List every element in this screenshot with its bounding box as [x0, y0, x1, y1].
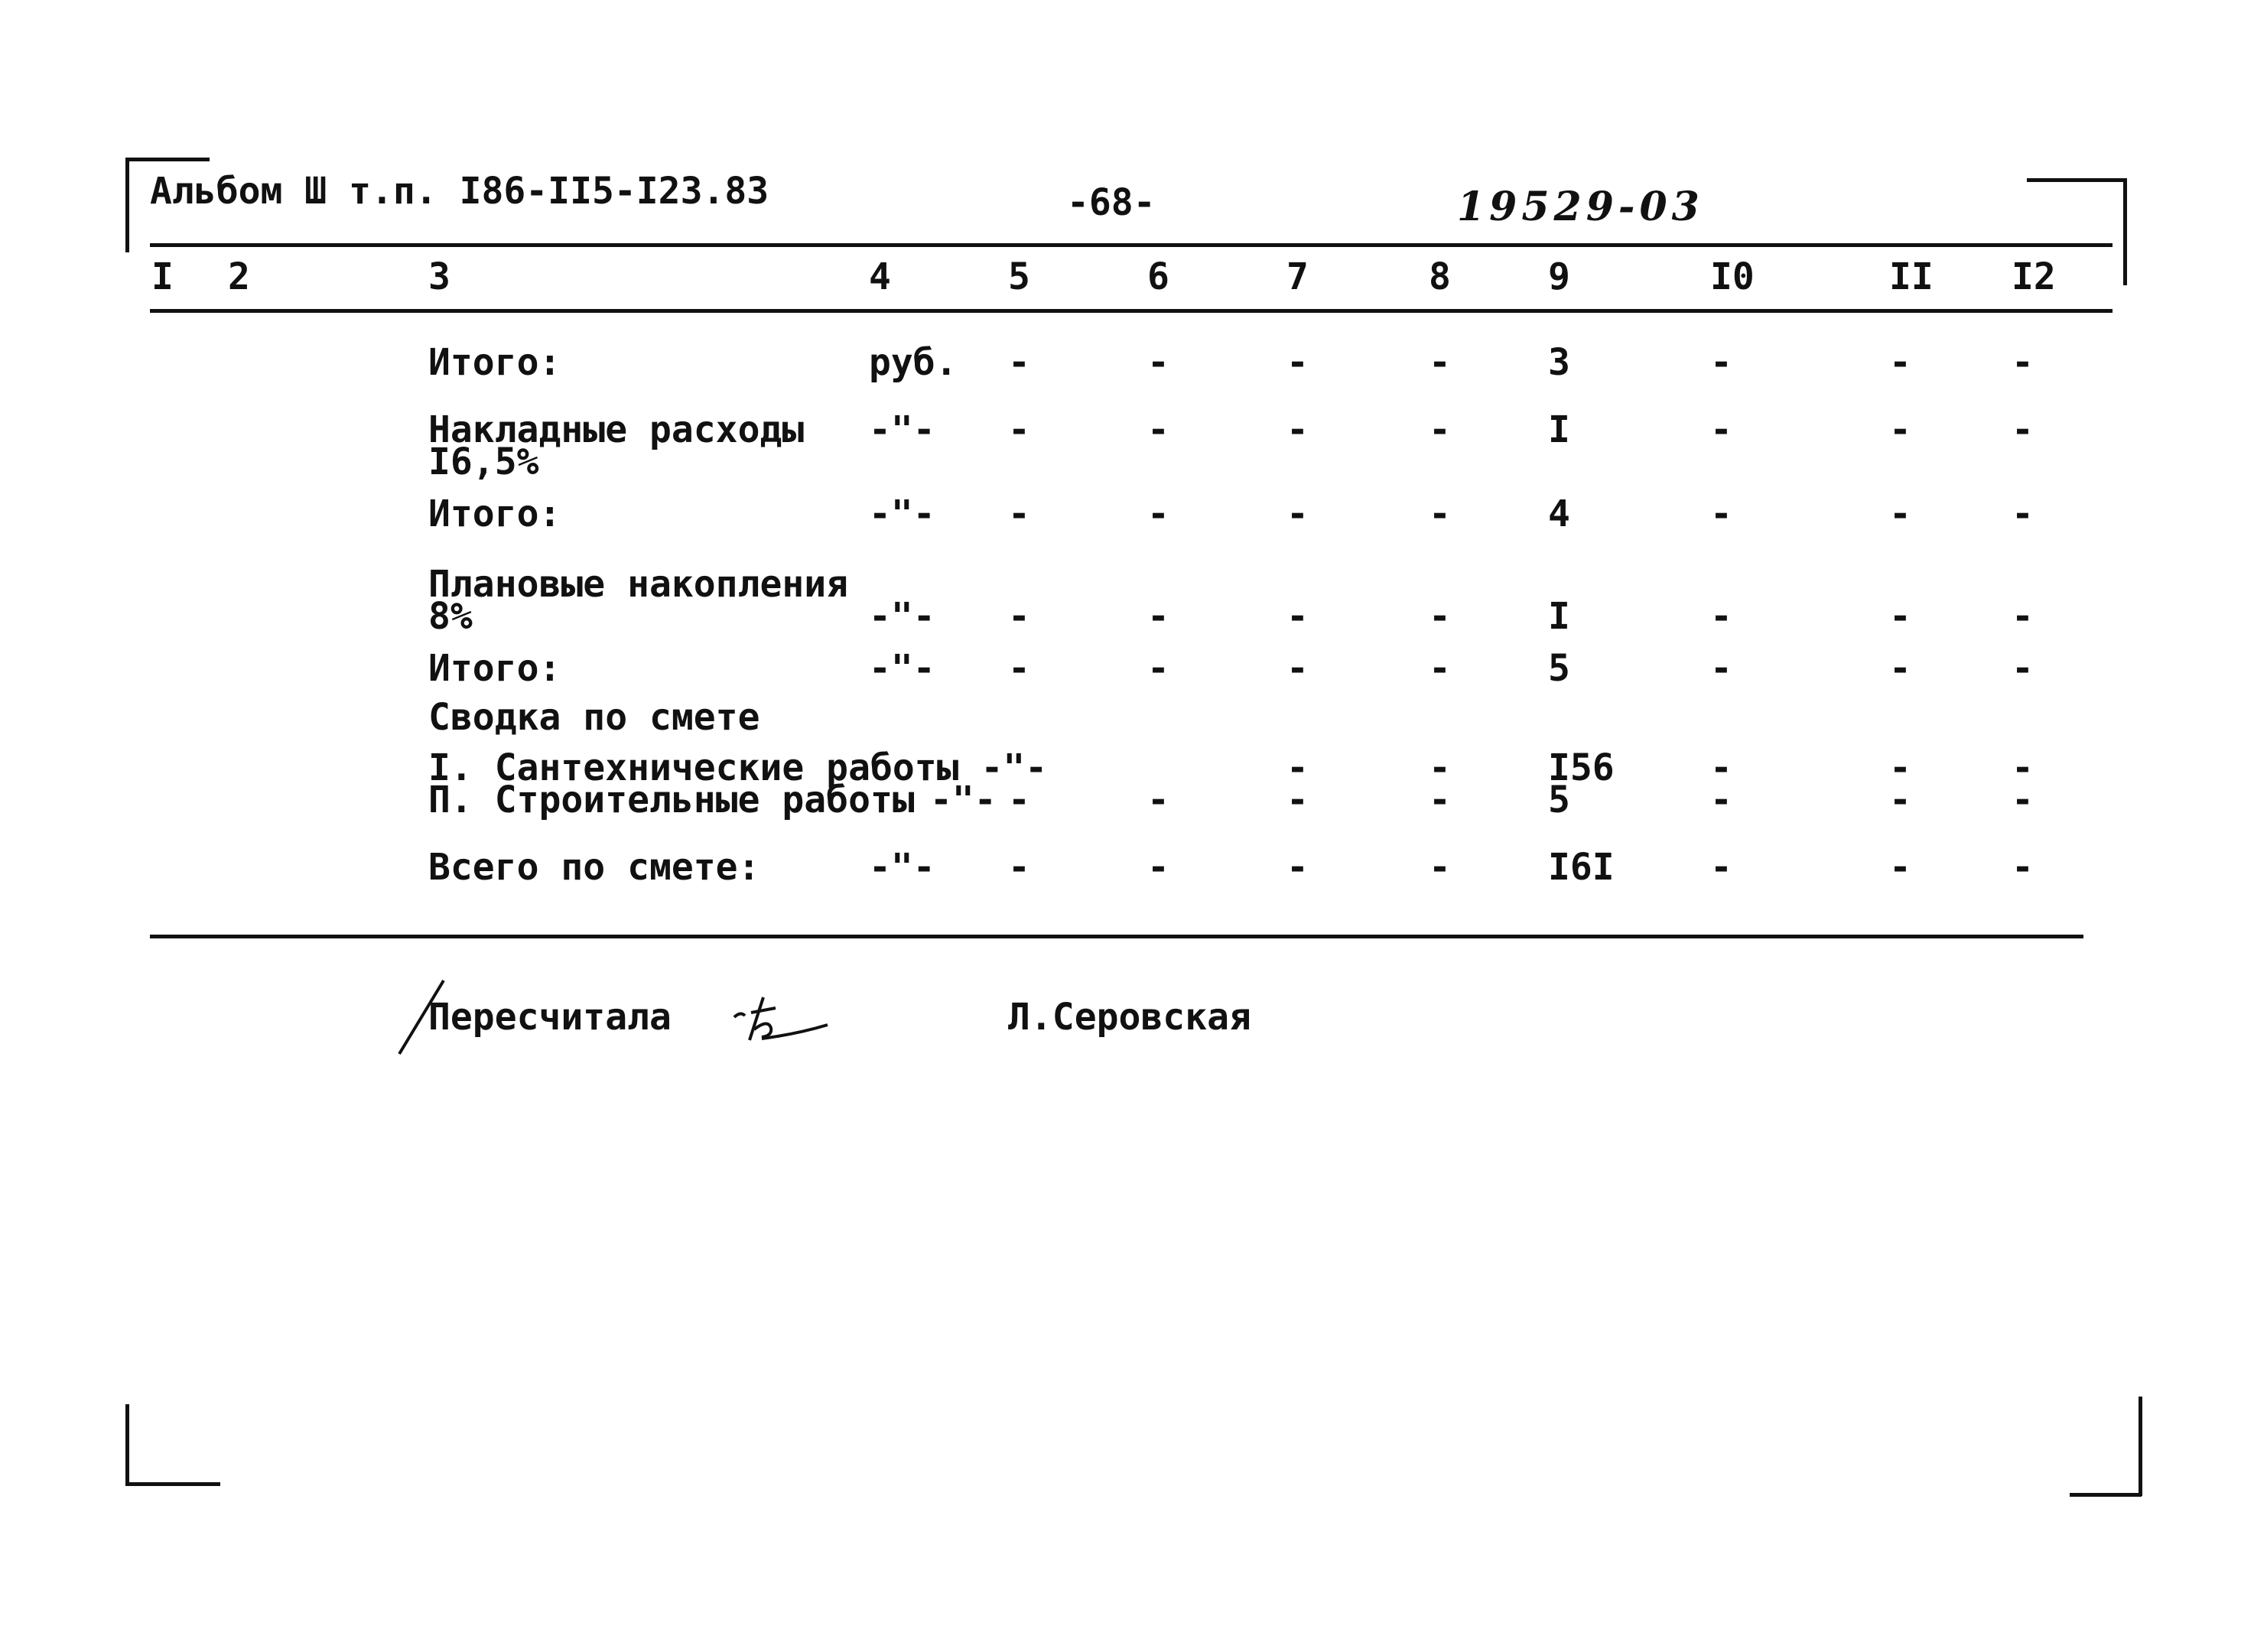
frame-bottom-right-vertical [2139, 1397, 2142, 1496]
row-unit: -"- [930, 779, 997, 821]
cell-col11: - [1889, 846, 1911, 889]
row-label: Итого: [428, 341, 561, 384]
page-number: -68- [1067, 181, 1156, 224]
row-unit: -"- [869, 647, 935, 690]
cell-col5: - [1008, 779, 1030, 821]
cell-col10: - [1710, 846, 1732, 889]
table-bottom-rule [150, 935, 2083, 938]
summary-title: Сводка по смете [428, 696, 760, 739]
row-unit: -"- [869, 493, 935, 535]
cell-col6: - [1147, 846, 1169, 889]
cell-col7: - [1286, 595, 1309, 638]
row-label: I. Сантехнические работы -"- [428, 746, 1048, 789]
cell-col10: - [1710, 647, 1732, 690]
column-number-2: 2 [228, 255, 250, 298]
cell-col9: I6I [1548, 846, 1615, 889]
row-unit: -"- [869, 595, 935, 638]
cell-col12: - [2012, 595, 2034, 638]
column-number-5: 5 [1008, 255, 1030, 298]
header-top-rule [150, 243, 2113, 247]
column-number-12: I2 [2012, 255, 2056, 298]
row-unit: -"- [869, 408, 935, 451]
cell-col10: - [1710, 779, 1732, 821]
column-number-8: 8 [1429, 255, 1451, 298]
recalculated-label: Пересчитала [428, 996, 672, 1039]
cell-col11: - [1889, 746, 1911, 789]
frame-bottom-left-vertical [125, 1404, 129, 1485]
cell-col9: 5 [1548, 779, 1570, 821]
cell-col8: - [1429, 341, 1451, 384]
column-number-1: I [151, 255, 174, 298]
cell-col8: - [1429, 779, 1451, 821]
column-number-9: 9 [1548, 255, 1570, 298]
cell-col5: - [1008, 341, 1030, 384]
cell-col12: - [2012, 746, 2034, 789]
cell-col8: - [1429, 408, 1451, 451]
row-label: Плановые накопления [428, 563, 849, 606]
cell-col5: - [1008, 408, 1030, 451]
column-number-6: 6 [1147, 255, 1169, 298]
cell-col7: - [1286, 341, 1309, 384]
cell-col7: - [1286, 846, 1309, 889]
cell-col7: - [1286, 408, 1309, 451]
cell-col12: - [2012, 341, 2034, 384]
row-label: Всего по смете: [428, 846, 760, 889]
frame-top-right-vertical [2123, 178, 2127, 285]
cell-col11: - [1889, 647, 1911, 690]
cell-col7: - [1286, 493, 1309, 535]
album-reference: Альбом Ш т.п. I86-II5-I23.83 [150, 170, 769, 213]
row-label-rate: 8% [428, 595, 473, 638]
cell-col7: - [1286, 647, 1309, 690]
frame-top-left-vertical [125, 158, 129, 252]
cell-col5: - [1008, 647, 1030, 690]
frame-bottom-left-horizontal [125, 1482, 220, 1486]
cell-col11: - [1889, 341, 1911, 384]
row-unit: -"- [869, 846, 935, 889]
cell-col11: - [1889, 595, 1911, 638]
cell-col9: 5 [1548, 647, 1570, 690]
cell-col7: - [1286, 779, 1309, 821]
cell-col6: - [1147, 493, 1169, 535]
column-number-7: 7 [1286, 255, 1309, 298]
cell-col9: I56 [1548, 746, 1615, 789]
cell-col5: - [1008, 493, 1030, 535]
cell-col11: - [1889, 493, 1911, 535]
cell-col8: - [1429, 493, 1451, 535]
cell-col12: - [2012, 779, 2034, 821]
cell-col10: - [1710, 341, 1732, 384]
frame-top-right-horizontal [2027, 178, 2126, 182]
cell-col8: - [1429, 647, 1451, 690]
column-number-4: 4 [869, 255, 891, 298]
cell-col9: I [1548, 595, 1570, 638]
cell-col12: - [2012, 647, 2034, 690]
cell-col12: - [2012, 408, 2034, 451]
row-label: Итого: [428, 647, 561, 690]
cell-col10: - [1710, 408, 1732, 451]
cell-col6: - [1147, 779, 1169, 821]
row-label: Накладные расходы [428, 408, 805, 451]
cell-col9: I [1548, 408, 1570, 451]
cell-col6: - [1147, 341, 1169, 384]
cell-col7: - [1286, 746, 1309, 789]
column-number-10: I0 [1710, 255, 1755, 298]
signer-name: Л.Серовская [1008, 996, 1251, 1039]
cell-col11: - [1889, 779, 1911, 821]
cell-col12: - [2012, 846, 2034, 889]
column-number-11: II [1889, 255, 1934, 298]
frame-top-left-horizontal [125, 158, 210, 161]
cell-col5: - [1008, 595, 1030, 638]
cell-col12: - [2012, 493, 2034, 535]
cell-col10: - [1710, 595, 1732, 638]
inventory-number: 19529-03 [1457, 184, 1704, 230]
cell-col6: - [1147, 595, 1169, 638]
cell-col10: - [1710, 746, 1732, 789]
column-number-3: 3 [428, 255, 450, 298]
row-label: Итого: [428, 493, 561, 535]
cell-col9: 4 [1548, 493, 1570, 535]
cell-col6: - [1147, 408, 1169, 451]
cell-col5: - [1008, 846, 1030, 889]
cell-col10: - [1710, 493, 1732, 535]
header-bottom-rule [150, 309, 2113, 313]
frame-bottom-right-horizontal [2070, 1493, 2142, 1497]
row-unit: руб. [869, 341, 958, 384]
signature-icon [728, 991, 835, 1052]
row-label-rate: I6,5% [428, 441, 539, 483]
cell-col8: - [1429, 746, 1451, 789]
row-label: П. Строительные работы [428, 779, 915, 821]
cell-col8: - [1429, 846, 1451, 889]
cell-col9: 3 [1548, 341, 1570, 384]
cell-col6: - [1147, 647, 1169, 690]
cell-col11: - [1889, 408, 1911, 451]
cell-col8: - [1429, 595, 1451, 638]
